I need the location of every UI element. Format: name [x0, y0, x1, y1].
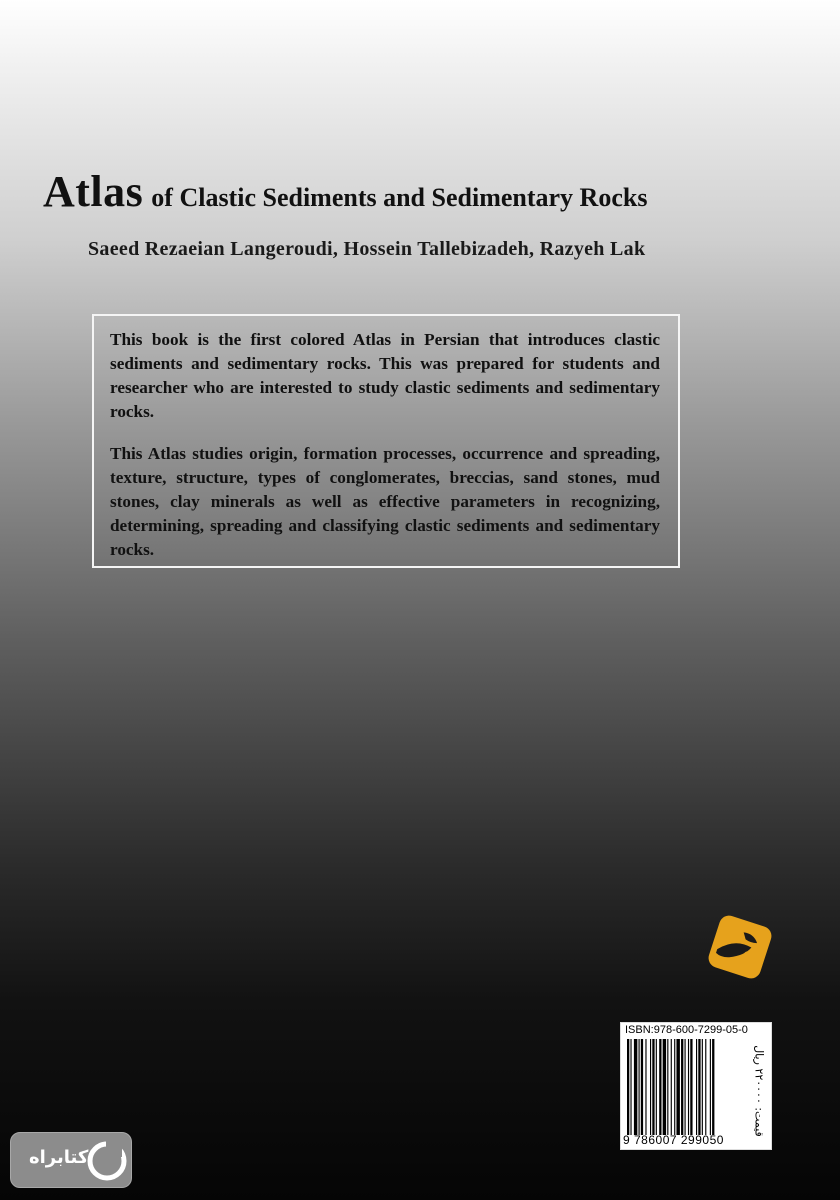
description-box [92, 314, 680, 568]
barcode-label [620, 1022, 772, 1150]
price-label: قیمت: ۲۲۰۰۰۰ ریال [752, 1045, 766, 1137]
publisher-logo-icon [703, 910, 777, 984]
barcode-icon [627, 1039, 745, 1135]
ketabrah-watermark [10, 1132, 132, 1188]
watermark-text: کتابراه [29, 1147, 89, 1168]
barcode-digits: 9 786007 299050 [623, 1133, 724, 1147]
title-subtitle: of Clastic Sediments and Sedimentary Rocks [151, 183, 648, 212]
description-paragraph-2: This Atlas studies origin, formation processes, occurrence and spreading, texture, structure, types of conglomerates, breccias, sand stones, mud stones, clay minerals as well as effective parameters in recognizing, determining, spreading and classifying clastic sediments and sedimentary rocks. [110, 444, 660, 559]
description-paragraph-1: This book is the first colored Atlas in Persian that introduces clastic sediments and sedimentary rocks. This was prepared for students and researcher who are interested to study clastic sediments and sedimentary rocks. [110, 330, 660, 421]
price-label-container [749, 1039, 769, 1143]
authors-line: Saeed Rezaeian Langeroudi, Hossein Tallebizadeh, Razyeh Lak [88, 238, 646, 260]
book-title [43, 166, 803, 217]
title-main: Atlas [43, 167, 144, 216]
isbn-text: ISBN:978-600-7299-05-0 [625, 1024, 748, 1036]
